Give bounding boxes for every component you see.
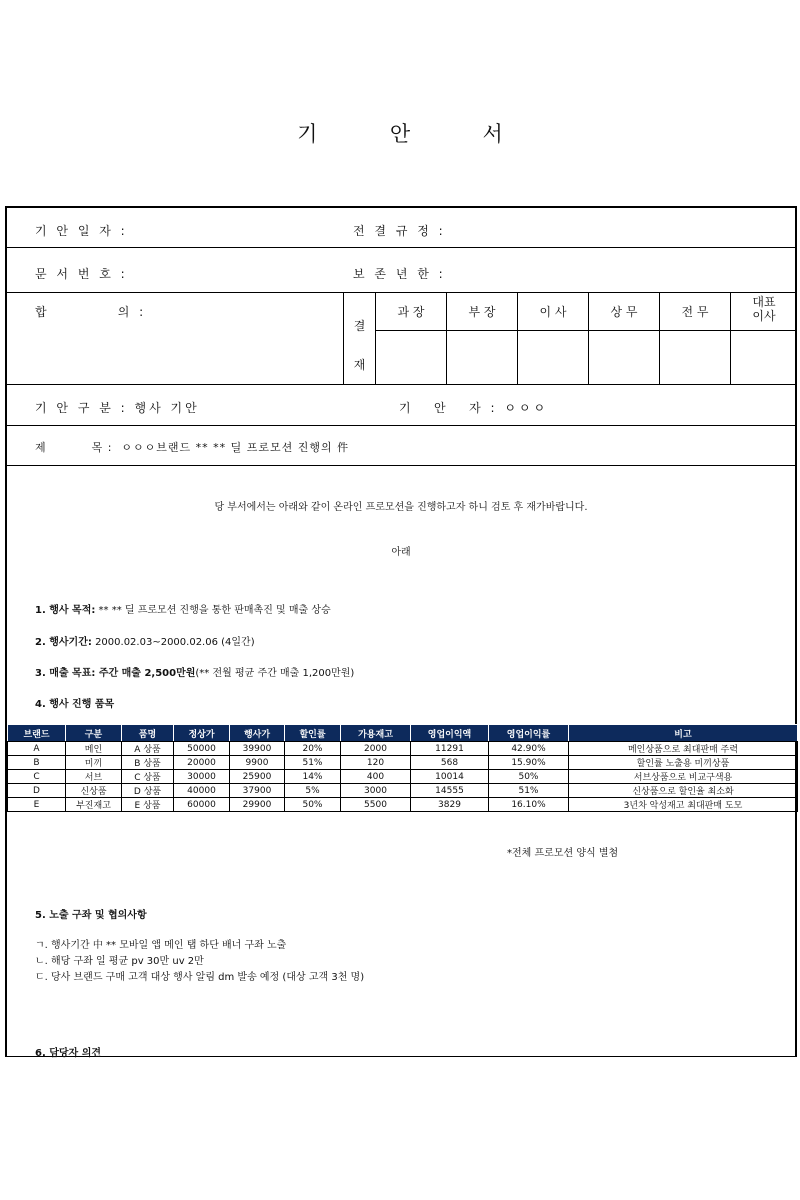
table-cell: 할인률 노출용 미끼상품 — [569, 756, 798, 770]
table-row — [8, 742, 798, 756]
item-number: 2. 행사기간: — [35, 637, 92, 648]
section5-line: ㄴ. 해당 구좌 일 평균 pv 30만 uv 2만 — [35, 956, 204, 967]
draft-type-label: 기 안 구 분 : 행사 기안 — [35, 401, 200, 415]
table-cell: 51% — [489, 784, 569, 798]
table-cell: E — [8, 798, 66, 812]
table-cell: 10014 — [411, 770, 489, 784]
approval-side-label — [343, 293, 375, 384]
table-cell: C 상품 — [122, 770, 174, 784]
product-table — [7, 724, 798, 812]
table-cell: B 상품 — [122, 756, 174, 770]
approver-cell — [588, 293, 659, 384]
approver-title: 과 장 — [397, 305, 425, 319]
drafter-label: 기 안 자 : ㅇㅇㅇ — [399, 401, 549, 415]
document-frame — [5, 206, 797, 1057]
table-cell: 메인 — [66, 742, 122, 756]
table-cell: B — [8, 756, 66, 770]
row-agreement-approval — [7, 293, 795, 385]
table-row — [8, 798, 798, 812]
item-text: 2000.02.03~2000.02.06 (4일간) — [91, 637, 255, 648]
table-cell: 20000 — [174, 756, 230, 770]
approver-cell — [446, 293, 517, 384]
table-cell: 42.90% — [489, 742, 569, 756]
item-number: 4. 행사 진행 품목 — [35, 699, 115, 710]
row-draft-date — [7, 208, 795, 248]
table-cell: 9900 — [230, 756, 285, 770]
table-cell: 서브 — [66, 770, 122, 784]
table-cell: 3000 — [341, 784, 411, 798]
section5-line: ㄷ. 당사 브랜드 구매 고객 대상 행사 알림 dm 발송 예정 (대상 고객 3천 명) — [35, 972, 365, 983]
approver-cell — [375, 293, 446, 384]
agreement-label: 합 의 : — [35, 305, 147, 319]
item-period — [35, 633, 255, 648]
table-cell: C — [8, 770, 66, 784]
table-header-row — [8, 725, 798, 742]
draft-date-label: 기 안 일 자 : — [35, 224, 128, 238]
table-cell: 50% — [489, 770, 569, 784]
table-cell: 11291 — [411, 742, 489, 756]
section5-line: ㄱ. 행사기간 中 ** 모바일 앱 메인 탭 하단 배너 구좌 노출 — [35, 940, 287, 951]
decision-rule-label: 전 결 규 정 : — [353, 224, 446, 238]
table-cell: 39900 — [230, 742, 285, 756]
table-cell: 50000 — [174, 742, 230, 756]
approval-label-top: 결 — [353, 319, 366, 333]
item-number: 3. 매출 목표: 주간 매출 2,500만원 — [35, 668, 196, 679]
item-purpose — [35, 601, 331, 616]
table-cell: 16.10% — [489, 798, 569, 812]
document-title — [0, 118, 800, 148]
table-cell: 신상품으로 할인율 최소화 — [569, 784, 798, 798]
table-cell: 신상품 — [66, 784, 122, 798]
table-cell: 서브상품으로 비교구색용 — [569, 770, 798, 784]
item-text: ** ** 딜 프로모션 진행을 통한 판매촉진 및 매출 상승 — [95, 605, 331, 616]
table-cell: 51% — [285, 756, 341, 770]
item-text: (** 전월 평균 주간 매출 1,200만원) — [195, 668, 355, 679]
column-header: 할인률 — [285, 725, 341, 742]
table-cell: 60000 — [174, 798, 230, 812]
table-cell: 부진재고 — [66, 798, 122, 812]
approver-title: 상 무 — [610, 305, 638, 319]
table-cell: 3년차 악성재고 최대판매 도모 — [569, 798, 798, 812]
table-cell: 40000 — [174, 784, 230, 798]
column-header: 가용재고 — [341, 725, 411, 742]
table-cell: 20% — [285, 742, 341, 756]
table-cell: 3829 — [411, 798, 489, 812]
table-note: *전체 프로모션 양식 별첨 — [507, 848, 619, 859]
subject-label: 제 목 : ㅇㅇㅇ브랜드 ** ** 딜 프로모션 진행의 件 — [35, 441, 350, 454]
row-subject — [7, 426, 795, 466]
table-cell: 5500 — [341, 798, 411, 812]
table-cell: D — [8, 784, 66, 798]
table-cell: E 상품 — [122, 798, 174, 812]
item-target — [35, 664, 354, 679]
table-cell: 37900 — [230, 784, 285, 798]
table-cell: 400 — [341, 770, 411, 784]
column-header: 구분 — [66, 725, 122, 742]
retention-label: 보 존 년 한 : — [353, 267, 446, 281]
table-cell: 120 — [341, 756, 411, 770]
table-cell: 568 — [411, 756, 489, 770]
title-char: 안 — [389, 122, 411, 146]
table-cell: 미끼 — [66, 756, 122, 770]
column-header: 품명 — [122, 725, 174, 742]
row-doc-number — [7, 248, 795, 293]
table-cell: 50% — [285, 798, 341, 812]
approver-title: 부 장 — [468, 305, 496, 319]
column-header: 영업이익액 — [411, 725, 489, 742]
table-cell: 5% — [285, 784, 341, 798]
approval-label-bottom: 재 — [353, 358, 366, 372]
approver-cell — [730, 293, 797, 384]
approver-title: 이 사 — [539, 305, 567, 319]
table-cell: 14% — [285, 770, 341, 784]
doc-number-label: 문 서 번 호 : — [35, 267, 128, 281]
section5-heading: 5. 노출 구좌 및 협의사항 — [35, 910, 147, 921]
approver-title: 대표 이사 — [752, 295, 776, 323]
approval-divider — [375, 330, 797, 331]
table-cell: A — [8, 742, 66, 756]
table-cell: 25900 — [230, 770, 285, 784]
table-cell: 14555 — [411, 784, 489, 798]
title-char: 서 — [482, 122, 503, 146]
table-row — [8, 756, 798, 770]
table-cell: 29900 — [230, 798, 285, 812]
title-char: 기 — [297, 122, 318, 146]
table-cell: 30000 — [174, 770, 230, 784]
column-header: 행사가 — [230, 725, 285, 742]
section6-heading: 6. 담당자 의견 — [35, 1048, 102, 1059]
table-cell: D 상품 — [122, 784, 174, 798]
column-header: 비고 — [569, 725, 798, 742]
item-number: 1. 행사 목적: — [35, 605, 96, 616]
table-cell: A 상품 — [122, 742, 174, 756]
item-products — [35, 695, 114, 710]
table-cell: 메인상품으로 최대판매 주력 — [569, 742, 798, 756]
approver-cell — [517, 293, 588, 384]
table-cell: 2000 — [341, 742, 411, 756]
approval-block — [343, 293, 797, 384]
column-header: 영업이익률 — [489, 725, 569, 742]
approver-cell — [659, 293, 730, 384]
table-row — [8, 784, 798, 798]
table-row — [8, 770, 798, 784]
arae-heading: 아래 — [391, 547, 411, 558]
approver-title: 전 무 — [681, 305, 709, 319]
column-header: 브랜드 — [8, 725, 66, 742]
row-draft-type — [7, 385, 795, 426]
table-cell: 15.90% — [489, 756, 569, 770]
intro-text: 당 부서에서는 아래와 같이 온라인 프로모션을 진행하고자 하니 검토 후 재가바랍니다. — [214, 502, 588, 513]
column-header: 정상가 — [174, 725, 230, 742]
